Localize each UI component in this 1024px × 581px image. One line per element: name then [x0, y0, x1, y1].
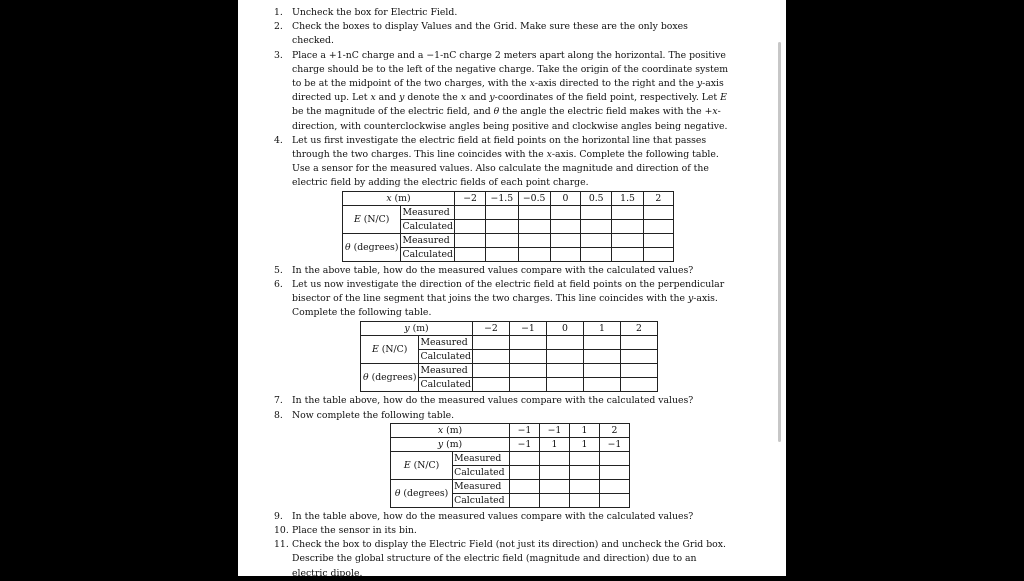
- table-cell: Calculated: [420, 351, 471, 363]
- answer-cell[interactable]: [454, 205, 485, 219]
- table-cell: 1: [540, 437, 570, 451]
- table-cell: x (m): [391, 423, 510, 437]
- answer-cell[interactable]: [547, 378, 584, 392]
- answer-cell[interactable]: [600, 479, 630, 493]
- answer-cell[interactable]: [518, 233, 550, 247]
- table-xy-points: [390, 423, 630, 508]
- answer-cell[interactable]: [473, 364, 510, 378]
- table-x-axis: [342, 191, 674, 262]
- table-cell: 2: [600, 423, 630, 437]
- list-item-7: 7. In the table above, how do the measured values compare with the calculated values?: [274, 395, 694, 407]
- answer-cell[interactable]: [643, 247, 673, 261]
- answer-cell[interactable]: [540, 451, 570, 465]
- table-cell: 2: [621, 322, 658, 336]
- list-item-4: 4. Let us first investigate the electric field at field points on the horizontal line that passes through the two charges. This line coincides with the x-axis. Complete the following table. Use a sensor for the measured values. Also calculate the magnitude and direction of the electric field by adding the electric fields of each point charge.: [274, 134, 719, 189]
- list-item-11: 11. Check the box to display the Electric Field (not just its direction) and uncheck the Grid box. Describe the global structure of the electric field (magnitude and direction) due to an electric dipole.: [274, 539, 726, 579]
- table-cell: 1.5: [612, 191, 643, 205]
- answer-cell[interactable]: [612, 219, 643, 233]
- answer-cell[interactable]: [518, 219, 550, 233]
- answer-cell[interactable]: [486, 219, 518, 233]
- list-item-2: 2. Check the boxes to display Values and the Grid. Make sure these are the only boxes checked.: [274, 21, 688, 47]
- table-cell: −2: [473, 322, 510, 336]
- answer-cell[interactable]: [454, 247, 485, 261]
- list-item-5: 5. In the above table, how do the measured values compare with the calculated values?: [274, 264, 694, 276]
- table-cell: E (N/C): [361, 336, 419, 364]
- table-cell: 1: [570, 437, 600, 451]
- table-cell: x (m): [343, 191, 455, 205]
- table-cell: −1: [510, 423, 540, 437]
- answer-cell[interactable]: [473, 350, 510, 364]
- answer-cell[interactable]: [540, 493, 570, 507]
- answer-cell[interactable]: [486, 205, 518, 219]
- table-cell: 1: [570, 423, 600, 437]
- answer-cell[interactable]: [621, 336, 658, 350]
- list-item-3: 3. Place a +1-nC charge and a −1-nC charge 2 meters apart along the horizontal. The positive charge should be to the left of the negative charge. Take the origin of the coordinate system to be at the midpoint of the two charges, with the x-axis directed to the right and the y-axis directed up. Let x and y denote the x and y-coordinates of the field point, respectively. Let E be the magnitude of the electric field, and θ the angle the electric field makes with the +x-direction, with counterclockwise angles being positive and clockwise angles being negative.: [274, 49, 729, 132]
- table-cell: −1: [600, 437, 630, 451]
- answer-cell[interactable]: [584, 378, 621, 392]
- answer-cell[interactable]: [621, 364, 658, 378]
- scrollbar[interactable]: [778, 42, 781, 442]
- table-row: [343, 205, 674, 219]
- table-cell: −1: [540, 423, 570, 437]
- answer-cell[interactable]: [540, 479, 570, 493]
- answer-cell[interactable]: [547, 364, 584, 378]
- table-row: [361, 364, 658, 378]
- answer-cell[interactable]: [584, 336, 621, 350]
- answer-cell[interactable]: [581, 247, 612, 261]
- table-cell: y (m): [361, 322, 473, 336]
- table-y-axis: [360, 321, 658, 392]
- answer-cell[interactable]: [550, 205, 580, 219]
- table-cell: Measured: [401, 233, 455, 247]
- answer-cell[interactable]: [547, 336, 584, 350]
- table-cell: θ (degrees): [361, 364, 419, 392]
- answer-cell[interactable]: [486, 247, 518, 261]
- table-cell: 0: [547, 322, 584, 336]
- table-cell: Measured: [419, 364, 473, 378]
- table-row: [361, 322, 658, 336]
- table-row: [343, 233, 674, 247]
- table-cell: Measured: [401, 205, 455, 219]
- table-cell: −1: [510, 437, 540, 451]
- answer-cell[interactable]: [570, 479, 600, 493]
- answer-cell[interactable]: [643, 219, 673, 233]
- answer-cell[interactable]: [621, 350, 658, 364]
- answer-cell[interactable]: [540, 465, 570, 479]
- answer-cell[interactable]: [600, 465, 630, 479]
- answer-cell[interactable]: [584, 364, 621, 378]
- answer-cell[interactable]: [581, 219, 612, 233]
- table-cell: 0: [550, 191, 580, 205]
- table-row: [343, 191, 674, 205]
- answer-cell[interactable]: [621, 378, 658, 392]
- table-cell: Calculated: [453, 493, 510, 507]
- table-row: [391, 437, 630, 451]
- answer-cell[interactable]: [510, 465, 540, 479]
- answer-cell[interactable]: [510, 451, 540, 465]
- table-row: [361, 336, 658, 350]
- table-cell: −2: [454, 191, 485, 205]
- answer-cell[interactable]: [510, 493, 540, 507]
- table-cell: −1.5: [486, 191, 518, 205]
- answer-cell[interactable]: [510, 336, 547, 350]
- table-cell: −1: [510, 322, 547, 336]
- answer-cell[interactable]: [570, 465, 600, 479]
- answer-cell[interactable]: [454, 233, 485, 247]
- table-cell: E (N/C): [343, 205, 401, 233]
- table-cell: y (m): [391, 437, 510, 451]
- table-cell: θ (degrees): [391, 479, 453, 507]
- answer-cell[interactable]: [600, 451, 630, 465]
- table-cell: Measured: [419, 336, 473, 350]
- answer-cell[interactable]: [518, 205, 550, 219]
- list-item-9: 9. In the table above, how do the measured values compare with the calculated values?: [274, 510, 694, 522]
- answer-cell[interactable]: [612, 233, 643, 247]
- list-item-10: 10. Place the sensor in its bin.: [274, 525, 417, 537]
- answer-cell[interactable]: [570, 451, 600, 465]
- answer-cell[interactable]: [473, 336, 510, 350]
- answer-cell[interactable]: [550, 247, 580, 261]
- answer-cell[interactable]: [510, 479, 540, 493]
- answer-cell[interactable]: [600, 493, 630, 507]
- table-cell: Measured: [453, 479, 510, 493]
- instructions-list: [274, 6, 732, 581]
- answer-cell[interactable]: [643, 205, 673, 219]
- table-cell: 2: [643, 191, 673, 205]
- list-item-1: 1. Uncheck the box for Electric Field.: [274, 7, 458, 18]
- list-item-6: 6. Let us now investigate the direction of the electric field at field points on the perpendicular bisector of the line segment that joins the two charges. This line coincides with the y-axis. Complete the following table.: [274, 278, 725, 319]
- table-cell: Calculated: [402, 248, 453, 260]
- table-cell: Calculated: [453, 465, 510, 479]
- answer-cell[interactable]: [570, 493, 600, 507]
- answer-cell[interactable]: [550, 219, 580, 233]
- answer-cell[interactable]: [581, 233, 612, 247]
- table-cell: 0.5: [581, 191, 612, 205]
- table-cell: Measured: [453, 451, 510, 465]
- list-item-8: 8. Now complete the following table.: [274, 409, 455, 421]
- answer-cell[interactable]: [473, 378, 510, 392]
- table-cell: E (N/C): [391, 451, 453, 479]
- table-cell: 1: [584, 322, 621, 336]
- table-cell: −0.5: [518, 191, 550, 205]
- answer-cell[interactable]: [581, 205, 612, 219]
- answer-cell[interactable]: [612, 247, 643, 261]
- table-cell: Calculated: [402, 220, 453, 232]
- answer-cell[interactable]: [510, 364, 547, 378]
- table-row: [391, 479, 630, 493]
- answer-cell[interactable]: [510, 350, 547, 364]
- answer-cell[interactable]: [454, 219, 485, 233]
- answer-cell[interactable]: [643, 233, 673, 247]
- answer-cell[interactable]: [510, 378, 547, 392]
- table-row: [391, 423, 630, 437]
- answer-cell[interactable]: [518, 247, 550, 261]
- answer-cell[interactable]: [550, 233, 580, 247]
- answer-cell[interactable]: [612, 205, 643, 219]
- table-row: [391, 451, 630, 465]
- answer-cell[interactable]: [486, 233, 518, 247]
- table-cell: θ (degrees): [343, 233, 401, 261]
- answer-cell[interactable]: [584, 350, 621, 364]
- table-cell: Calculated: [420, 379, 471, 391]
- answer-cell[interactable]: [547, 350, 584, 364]
